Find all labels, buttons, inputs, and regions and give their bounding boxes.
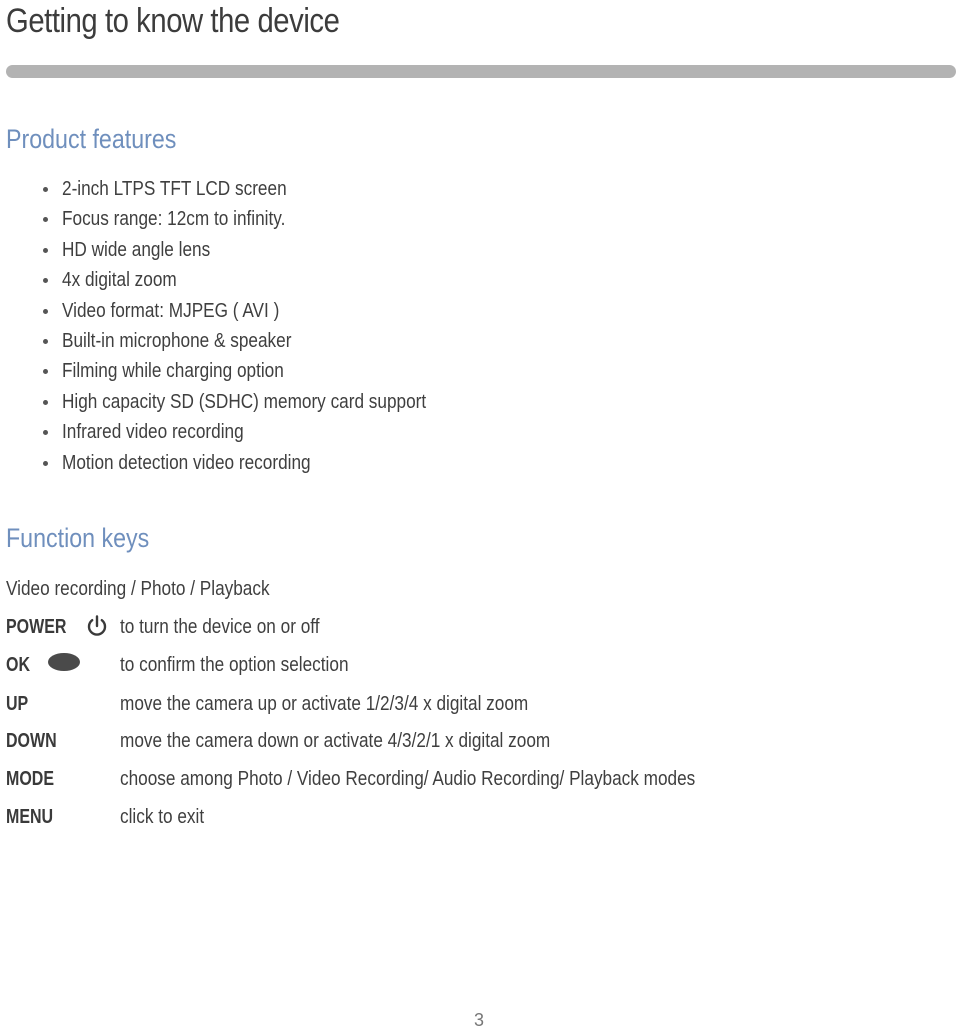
product-features-heading: Product features (6, 124, 177, 154)
feature-text: HD wide angle lens (62, 238, 211, 261)
function-keys-intro: Video recording / Photo / Playback (6, 578, 270, 600)
bullet-icon (43, 309, 48, 314)
key-description: choose among Photo / Video Recording/ Audio Recording/ Playback modes (120, 768, 696, 790)
key-row-up (0, 689, 940, 721)
key-description: move the camera up or activate 1/2/3/4 x digital zoom (120, 693, 529, 715)
power-icon (86, 615, 108, 637)
key-row-down (0, 726, 940, 758)
key-name: DOWN (6, 730, 57, 752)
bullet-icon (43, 430, 48, 435)
key-row-mode (0, 764, 940, 796)
feature-text: Infrared video recording (62, 421, 244, 444)
title-divider (6, 65, 956, 78)
bullet-icon (43, 400, 48, 405)
key-name: OK (6, 654, 30, 676)
key-row-power (0, 612, 940, 644)
ok-button-icon (48, 653, 80, 671)
key-name: UP (6, 693, 29, 715)
page-number: 3 (474, 1010, 485, 1030)
bullet-icon (43, 278, 48, 283)
feature-text: 4x digital zoom (62, 269, 177, 292)
feature-text: Focus range: 12cm to infinity. (62, 208, 286, 231)
bullet-icon (43, 217, 48, 222)
feature-text: 2-inch LTPS TFT LCD screen (62, 178, 287, 200)
key-name: POWER (6, 616, 67, 638)
key-description: to turn the device on or off (120, 616, 320, 638)
bullet-icon (43, 339, 48, 344)
bullet-icon (43, 369, 48, 374)
bullet-icon (43, 248, 48, 253)
key-name: MODE (6, 768, 54, 790)
page-title: Getting to know the device (6, 2, 340, 40)
feature-text: Built-in microphone & speaker (62, 329, 292, 352)
bullet-icon (43, 187, 48, 192)
feature-text: Video format: MJPEG ( AVI ) (62, 299, 280, 322)
key-description: to confirm the option selection (120, 654, 349, 676)
feature-text: Filming while charging option (62, 360, 284, 383)
key-description: move the camera down or activate 4/3/2/1 x digital zoom (120, 730, 551, 752)
key-description: click to exit (120, 806, 205, 828)
bullet-icon (43, 461, 48, 466)
key-row-ok (0, 650, 940, 682)
function-keys-heading: Function keys (6, 523, 150, 553)
feature-text: High capacity SD (SDHC) memory card support (62, 390, 427, 413)
feature-text: Motion detection video recording (62, 451, 311, 474)
key-row-menu (0, 802, 940, 834)
key-name: MENU (6, 806, 54, 828)
